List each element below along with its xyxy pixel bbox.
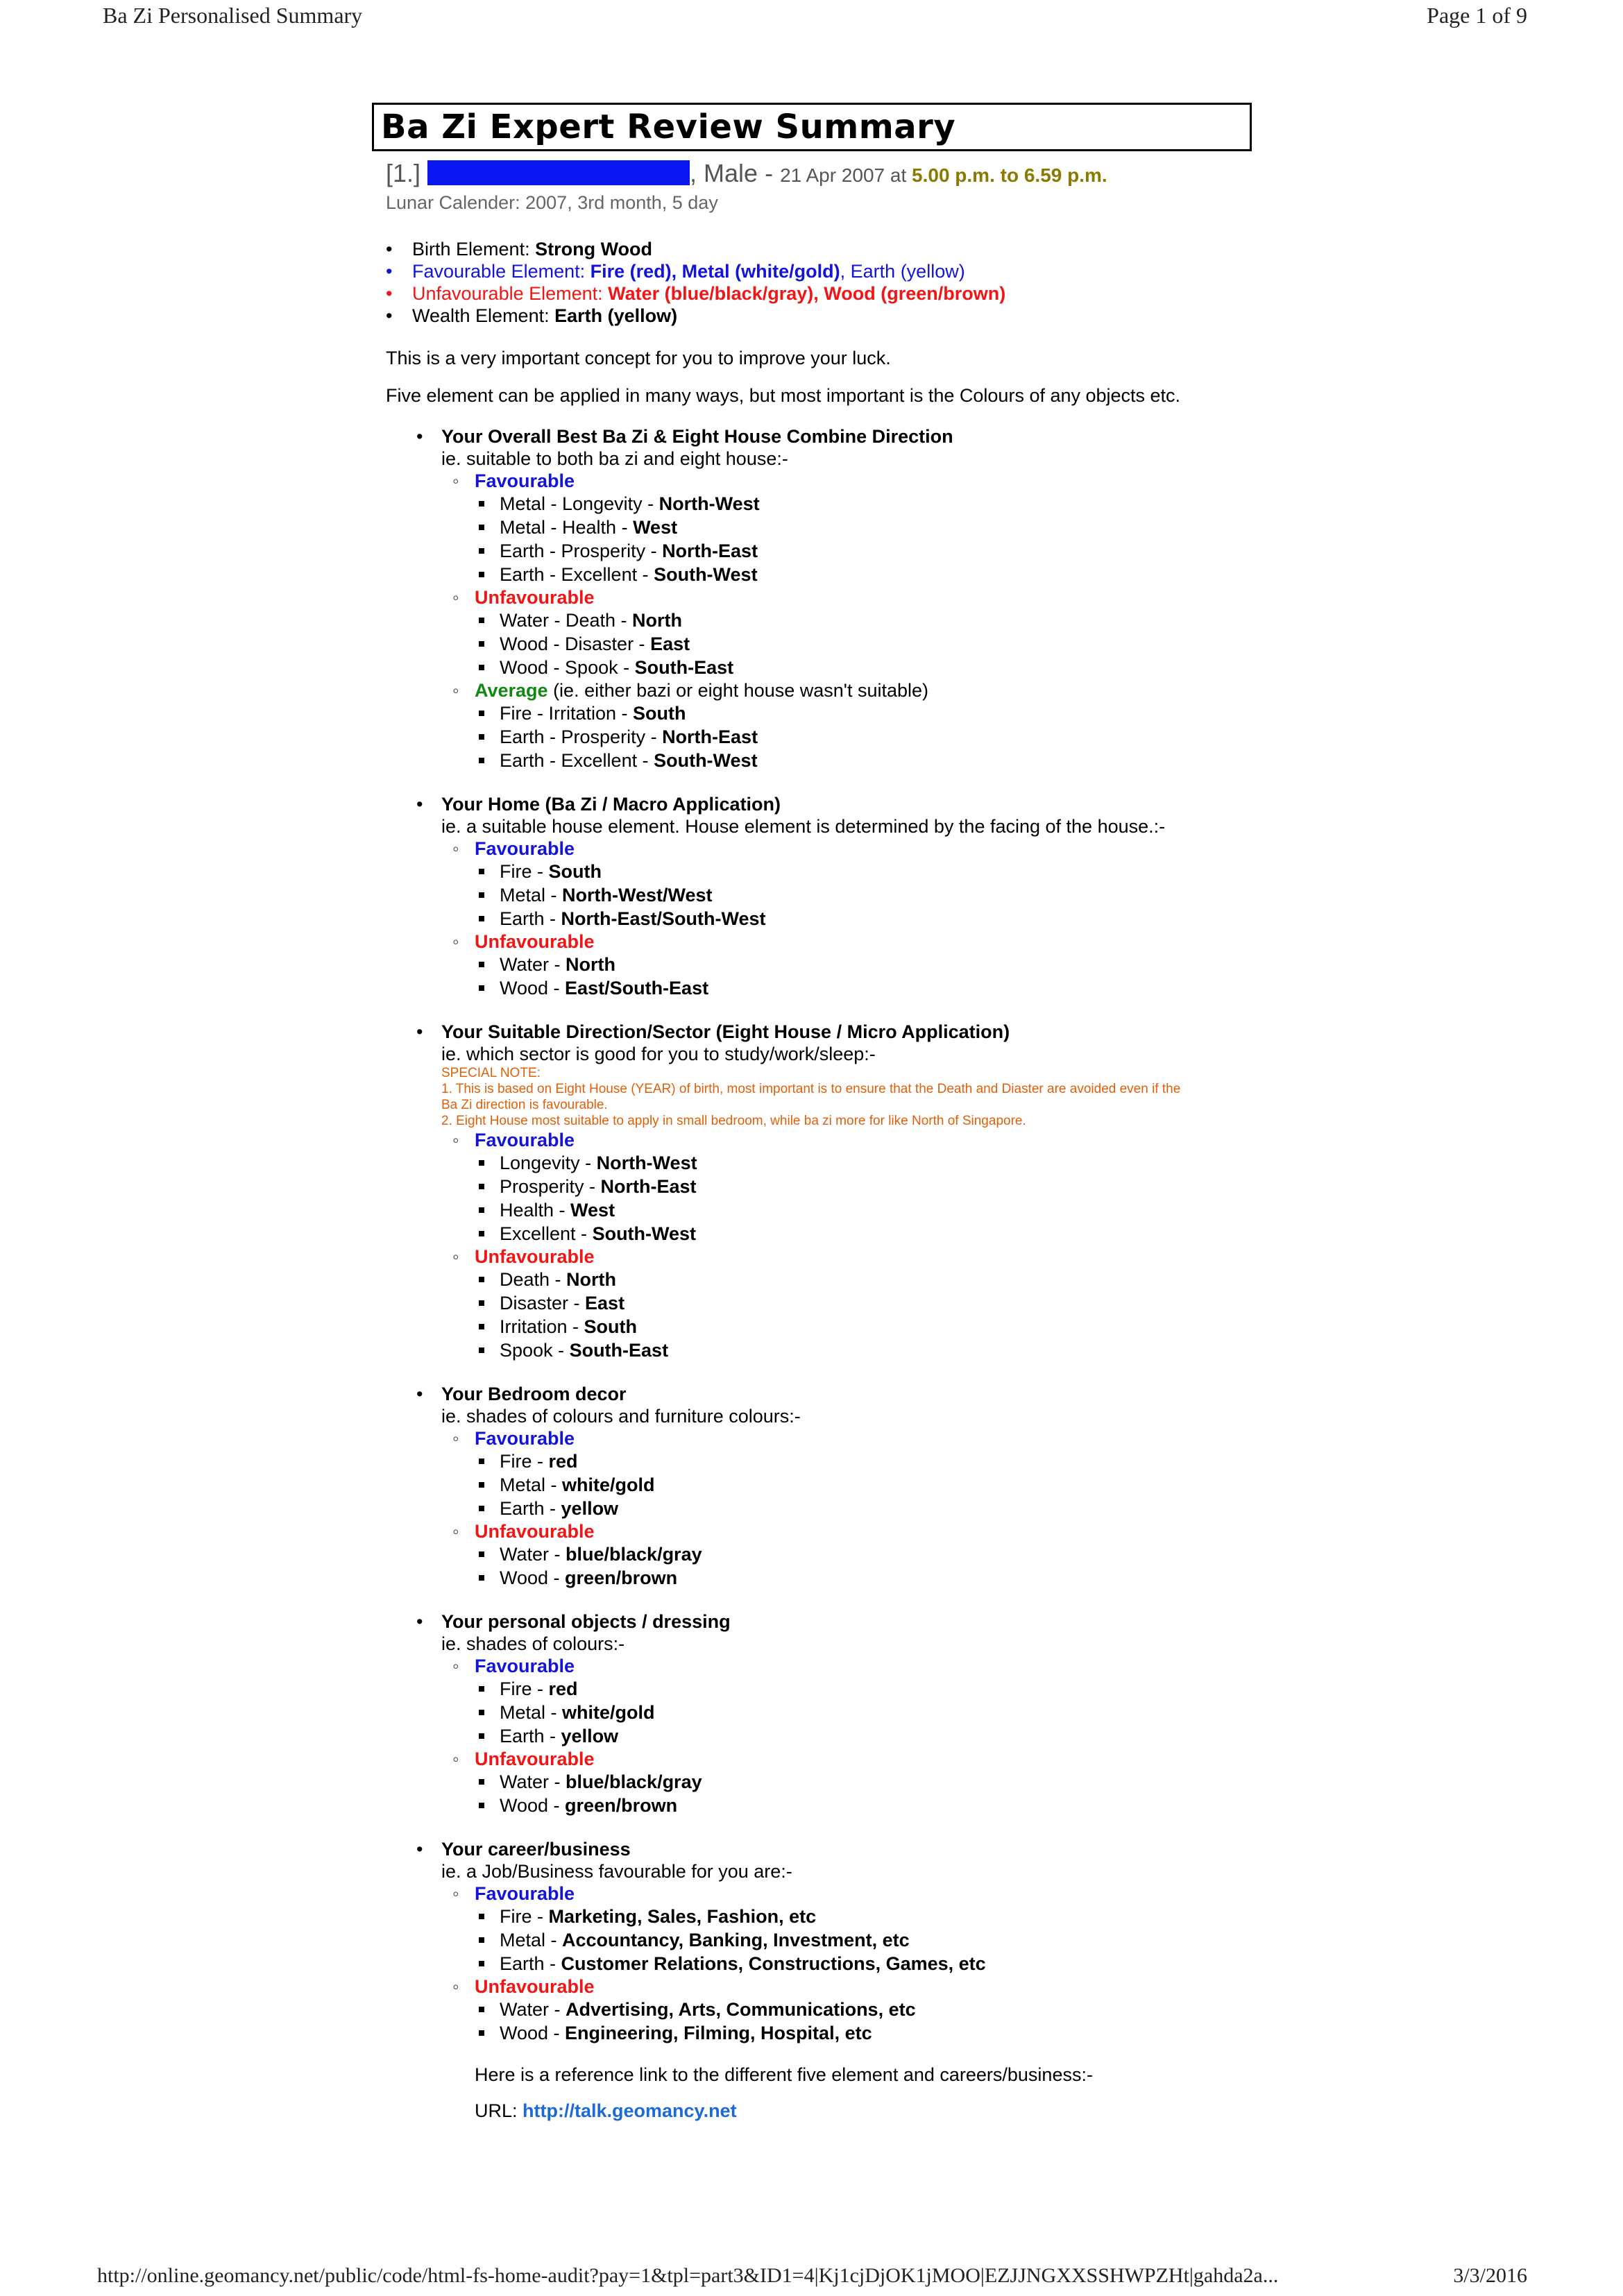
item-value: North	[632, 610, 683, 631]
item-value: South	[548, 861, 602, 882]
item-value: West	[570, 1200, 615, 1221]
list-item	[500, 632, 1252, 656]
list-item	[500, 1449, 1252, 1473]
section-subtitle: ie. which sector is good for you to study/work/sleep:-	[441, 1044, 876, 1064]
section-title: • Your Overall Best Ba Zi & Eight House Combine Direction	[416, 425, 1252, 448]
redacted-name	[427, 160, 690, 185]
list-item	[500, 516, 1252, 539]
s6-unfav-list	[416, 1998, 1252, 2045]
item-label: Spook -	[500, 1340, 570, 1361]
list-item	[500, 1268, 1252, 1291]
item-value: East/South-East	[565, 978, 709, 998]
item-value: Marketing, Sales, Fashion, etc	[548, 1906, 817, 1927]
item-label: Water -	[500, 1544, 566, 1565]
section-direction-sector	[416, 1021, 1252, 1362]
s4-fav-list	[416, 1449, 1252, 1520]
item-value: white/gold	[562, 1474, 655, 1495]
s2-unfav-list	[416, 953, 1252, 1000]
item-value: South-West	[592, 1223, 697, 1244]
section-title: • Your Suitable Direction/Sector (Eight House / Micro Application)	[416, 1021, 1252, 1043]
section-title: • Your career/business	[416, 1838, 1252, 1860]
list-item	[500, 656, 1252, 679]
item-value: yellow	[561, 1498, 619, 1519]
list-item	[500, 725, 1252, 749]
item-label: Wood -	[500, 1567, 566, 1588]
list-item	[500, 883, 1252, 907]
item-value: yellow	[561, 1726, 619, 1746]
list-item	[500, 1291, 1252, 1315]
favourable-label: Favourable	[475, 1130, 575, 1150]
unfav-value: Water (blue/black/gray), Wood (green/brown)	[608, 283, 1006, 304]
item-value: North-West	[658, 493, 760, 514]
item-value: blue/black/gray	[566, 1771, 702, 1792]
section-home	[416, 793, 1252, 1000]
reference-url-line	[416, 2099, 1252, 2123]
page-footer-url: http://online.geomancy.net/public/code/html-fs-home-audit?pay=1&tpl=part3&ID1=4|Kj1cjDjOK1jMOO|EZJJNGXXSSHWPZHt|gahda2a...	[97, 2264, 1279, 2287]
page-footer-date: 3/3/2016	[1453, 2264, 1527, 2287]
birth-element	[386, 238, 1252, 260]
birth-value: Strong Wood	[535, 239, 653, 260]
favourable-label: Favourable	[475, 1883, 575, 1904]
item-label: Earth - Excellent -	[500, 564, 654, 585]
item-label: Irritation -	[500, 1316, 584, 1337]
unfavourable-label: Unfavourable	[475, 1246, 595, 1267]
s3-unfav-list	[416, 1268, 1252, 1362]
favourable-label: Favourable	[475, 1656, 575, 1676]
item-value: North	[566, 954, 615, 975]
item-label: Fire -	[500, 1451, 549, 1472]
item-label: Metal -	[500, 1474, 563, 1495]
list-item	[500, 2021, 1252, 2045]
item-value: North-West/West	[562, 885, 713, 905]
section-combined-direction	[416, 425, 1252, 772]
section-subtitle: ie. a Job/Business favourable for you are:-	[441, 1861, 792, 1882]
item-value: green/brown	[565, 1567, 678, 1588]
element-list	[386, 238, 1252, 327]
wealth-label: Wealth Element:	[412, 305, 555, 326]
unfav-label: Unfavourable Element:	[412, 283, 609, 304]
item-label: Earth - Prosperity -	[500, 726, 663, 747]
item-value: East	[650, 633, 690, 654]
fav-label: Favourable Element:	[412, 261, 590, 282]
page-header-title: Ba Zi Personalised Summary	[103, 3, 363, 28]
list-item	[500, 1473, 1252, 1497]
s1-unfav-list	[416, 609, 1252, 679]
unfavourable-element	[386, 282, 1252, 305]
item-value: white/gold	[562, 1702, 655, 1723]
item-value: North	[566, 1269, 617, 1290]
section-bedroom-decor	[416, 1383, 1252, 1590]
special-note-2: 2. Eight House most suitable to apply in small bedroom, while ba zi more for like North of Singapore.	[441, 1114, 1026, 1128]
section-title: • Your Home (Ba Zi / Macro Application)	[416, 793, 1252, 815]
item-label: Wood - Spook -	[500, 657, 635, 678]
favourable-label: Favourable	[475, 1428, 575, 1449]
favourable-element	[386, 260, 1252, 282]
item-value: North-West	[596, 1153, 697, 1173]
item-label: Metal - Health -	[500, 517, 634, 538]
list-item	[500, 539, 1252, 563]
list-item	[500, 701, 1252, 725]
item-value: South-East	[634, 657, 734, 678]
item-value: Engineering, Filming, Hospital, etc	[565, 2023, 872, 2043]
item-label: Earth -	[500, 1953, 561, 1974]
item-value: South-East	[569, 1340, 669, 1361]
list-item	[500, 1998, 1252, 2021]
s5-unfav-list	[416, 1770, 1252, 1817]
s1-fav-list	[416, 492, 1252, 586]
page-title: Ba Zi Expert Review Summary	[381, 108, 956, 146]
section-title: • Your personal objects / dressing	[416, 1610, 1252, 1633]
item-value: South	[633, 703, 686, 724]
url-label: URL:	[475, 2100, 523, 2121]
list-item	[500, 1928, 1252, 1952]
list-item	[500, 749, 1252, 772]
item-label: Fire -	[500, 1906, 549, 1927]
list-item	[500, 1338, 1252, 1362]
item-value: North-East	[662, 541, 758, 561]
wealth-element	[386, 305, 1252, 327]
section-career	[416, 1838, 1252, 2123]
item-value: Advertising, Arts, Communications, etc	[566, 1999, 916, 2020]
item-label: Prosperity -	[500, 1176, 601, 1197]
list-item	[500, 1497, 1252, 1520]
item-label: Wood -	[500, 2023, 566, 2043]
intro-paragraph-2: Five element can be applied in many ways, but most important is the Colours of any objects etc.	[386, 385, 1181, 406]
item-label: Water -	[500, 954, 566, 975]
title-box	[372, 103, 1252, 151]
special-note-heading: SPECIAL NOTE:	[441, 1066, 541, 1080]
item-value: green/brown	[565, 1795, 678, 1816]
list-item	[500, 907, 1252, 930]
list-item	[500, 1542, 1252, 1566]
list-item	[500, 1151, 1252, 1175]
list-item	[500, 609, 1252, 632]
item-label: Earth - Prosperity -	[500, 541, 663, 561]
list-item	[500, 1198, 1252, 1222]
section-subtitle: ie. shades of colours:-	[441, 1633, 625, 1654]
s3-fav-list	[416, 1151, 1252, 1245]
list-item	[500, 1724, 1252, 1748]
favourable-label: Favourable	[475, 470, 575, 491]
section-subtitle: ie. a suitable house element. House element is determined by the facing of the house.:-	[441, 816, 1166, 837]
special-note-1: 1. This is based on Eight House (YEAR) of birth, most important is to ensure that the Death and Diaster are avoided even if the Ba Zi direction is favourable.	[441, 1082, 1181, 1112]
item-label: Disaster -	[500, 1293, 586, 1313]
item-value: Accountancy, Banking, Investment, etc	[562, 1930, 910, 1950]
list-item	[500, 953, 1252, 976]
s1-avg-list	[416, 701, 1252, 772]
s2-fav-list	[416, 860, 1252, 930]
item-label: Death -	[500, 1269, 567, 1290]
list-item	[500, 1701, 1252, 1724]
item-value: South-West	[654, 750, 758, 771]
item-label: Water - Death -	[500, 610, 633, 631]
item-label: Earth -	[500, 1498, 561, 1519]
fav-extra: , Earth (yellow)	[840, 261, 965, 282]
wealth-value: Earth (yellow)	[554, 305, 678, 326]
list-item	[500, 1905, 1252, 1928]
item-label: Water -	[500, 1771, 566, 1792]
s6-fav-list	[416, 1905, 1252, 1975]
average-label: Average	[475, 680, 548, 701]
unfavourable-label: Unfavourable	[475, 931, 595, 952]
item-value: North-East	[600, 1176, 697, 1197]
fav-value: Fire (red), Metal (white/gold)	[590, 261, 840, 282]
item-label: Health -	[500, 1200, 571, 1221]
item-value: blue/black/gray	[566, 1544, 702, 1565]
item-label: Wood - Disaster -	[500, 633, 651, 654]
item-label: Water -	[500, 1999, 566, 2020]
item-label: Excellent -	[500, 1223, 593, 1244]
unfavourable-label: Unfavourable	[475, 1521, 595, 1542]
list-item	[500, 1677, 1252, 1701]
item-value: Customer Relations, Constructions, Games, etc	[561, 1953, 986, 1974]
reference-text: Here is a reference link to the different five element and careers/business:-	[475, 2064, 1093, 2085]
list-item	[500, 1952, 1252, 1975]
section-personal-objects	[416, 1610, 1252, 1817]
profile-index: [1.]	[386, 159, 421, 187]
item-label: Earth -	[500, 908, 561, 929]
profile-time: 5.00 p.m. to 6.59 p.m.	[912, 164, 1107, 186]
section-title: • Your Bedroom decor	[416, 1383, 1252, 1405]
item-label: Metal -	[500, 1930, 563, 1950]
list-item	[500, 1175, 1252, 1198]
favourable-label: Favourable	[475, 838, 575, 859]
unfavourable-label: Unfavourable	[475, 1749, 595, 1769]
geomancy-link[interactable]: http://talk.geomancy.net	[522, 2100, 737, 2121]
item-label: Wood -	[500, 1795, 566, 1816]
item-label: Metal -	[500, 1702, 563, 1723]
item-value: South-West	[654, 564, 758, 585]
unfavourable-label: Unfavourable	[475, 587, 595, 608]
unfavourable-label: Unfavourable	[475, 1976, 595, 1997]
list-item	[500, 860, 1252, 883]
section-subtitle: ie. suitable to both ba zi and eight house:-	[441, 448, 788, 469]
page-number: Page 1 of 9	[1427, 3, 1527, 28]
item-label: Earth - Excellent -	[500, 750, 654, 771]
item-label: Wood -	[500, 978, 566, 998]
list-item	[500, 1770, 1252, 1794]
profile-gender: , Male -	[690, 159, 781, 187]
s5-fav-list	[416, 1677, 1252, 1748]
list-item	[500, 563, 1252, 586]
item-value: red	[548, 1678, 578, 1699]
birth-label: Birth Element:	[412, 239, 536, 260]
item-label: Fire -	[500, 861, 549, 882]
list-item	[500, 1794, 1252, 1817]
item-label: Fire - Irritation -	[500, 703, 634, 724]
item-value: North-East/South-West	[561, 908, 766, 929]
item-label: Metal - Longevity -	[500, 493, 659, 514]
list-item	[500, 976, 1252, 1000]
document-body	[372, 103, 1252, 2123]
average-note: (ie. either bazi or eight house wasn't suitable)	[547, 680, 929, 701]
list-item	[500, 1222, 1252, 1245]
section-subtitle: ie. shades of colours and furniture colours:-	[441, 1406, 801, 1427]
lunar-calendar: Lunar Calender: 2007, 3rd month, 5 day	[386, 192, 718, 213]
profile-date: 21 Apr 2007 at	[780, 164, 912, 186]
s4-unfav-list	[416, 1542, 1252, 1590]
item-label: Longevity -	[500, 1153, 597, 1173]
profile-line	[386, 158, 1252, 191]
item-label: Metal -	[500, 885, 563, 905]
item-value: red	[548, 1451, 578, 1472]
item-value: West	[633, 517, 678, 538]
list-item	[500, 492, 1252, 516]
item-label: Earth -	[500, 1726, 561, 1746]
intro-paragraph-1: This is a very important concept for you to improve your luck.	[386, 348, 891, 368]
item-label: Fire -	[500, 1678, 549, 1699]
list-item	[500, 1315, 1252, 1338]
item-value: North-East	[662, 726, 758, 747]
list-item	[500, 1566, 1252, 1590]
item-value: East	[585, 1293, 625, 1313]
item-value: South	[584, 1316, 638, 1337]
